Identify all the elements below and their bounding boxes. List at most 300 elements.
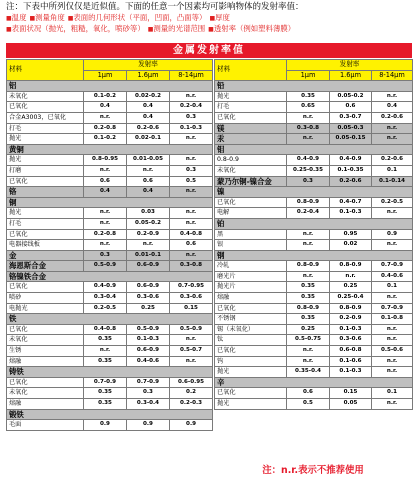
table-row <box>215 165 413 176</box>
emissivity-value: 0.8-0.9 <box>330 261 372 272</box>
note-factor-text: 表面的几何形状（平面，凹面，凸面等） <box>73 13 207 22</box>
section-name: 铜 <box>7 197 213 208</box>
emissivity-value: 0.15 <box>330 388 372 399</box>
emissivity-value: n.r. <box>372 240 413 251</box>
emissivity-value: 0.1-0.2 <box>84 91 127 102</box>
note-factor-text: 测量角度 <box>35 13 65 22</box>
emissivity-value: 0.6-0.9 <box>127 346 170 357</box>
emissivity-header: 发射率 <box>84 60 213 71</box>
emissivity-value: n.r. <box>287 134 330 145</box>
emissivity-value: 0.1-0.6 <box>330 356 372 367</box>
section-name: 铁 <box>7 314 213 325</box>
material-name: 熔融 <box>215 293 287 304</box>
table-row <box>215 346 413 357</box>
material-name: 喷砂 <box>7 293 84 304</box>
emissivity-value: 0.02-0.1 <box>127 134 170 145</box>
emissivity-value: 0.3-0.4 <box>127 399 170 410</box>
table-row <box>7 356 213 367</box>
emissivity-value: 0.7-0.95 <box>170 282 213 293</box>
section-name: 锻铁 <box>7 409 213 420</box>
material-name: 已氧化 <box>7 377 84 388</box>
emissivity-value: 0.7-0.9 <box>372 261 413 272</box>
section-name: 钢 <box>215 250 413 261</box>
wavelength-8-14um-header: 8-14μm <box>170 70 213 81</box>
square-bullet-icon: ■ <box>209 15 216 22</box>
table-row <box>7 293 213 304</box>
section-name: 铅 <box>215 81 413 92</box>
emissivity-value: 0.65 <box>287 102 330 113</box>
emissivity-value: 0.25 <box>330 282 372 293</box>
material-header: 材料 <box>215 60 287 81</box>
section-name: 钼 <box>215 144 413 155</box>
emissivity-value: n.r. <box>372 324 413 335</box>
emissivity-value: 0.3-0.6 <box>127 293 170 304</box>
table-row <box>7 282 213 293</box>
material-name: 合金A3003，已氧化 <box>7 112 84 123</box>
emissivity-value: n.r. <box>330 271 372 282</box>
emissivity-value: 0.1 <box>372 282 413 293</box>
emissivity-value: 0.2-0.3 <box>170 399 213 410</box>
material-section-row <box>7 261 213 272</box>
emissivity-value: 0.2 <box>170 388 213 399</box>
square-bullet-icon: ■ <box>147 26 154 33</box>
table-row <box>215 303 413 314</box>
footnote: 注：n.r.表示不推荐使用 <box>262 465 364 476</box>
material-name: 电解 <box>215 208 287 219</box>
note-factor <box>6 13 26 22</box>
table-row <box>215 261 413 272</box>
emissivity-value: n.r. <box>372 356 413 367</box>
table-row <box>7 134 213 145</box>
section-name: 金 <box>7 250 84 261</box>
emissivity-value: 0.1 <box>372 165 413 176</box>
emissivity-value: 0.5-0.6 <box>372 346 413 357</box>
material-name: 已氧化 <box>215 197 287 208</box>
material-name: 抛光 <box>7 155 84 166</box>
emissivity-value: 0.5-0.9 <box>127 324 170 335</box>
material-name: 冷轧 <box>215 261 287 272</box>
material-name: 未氧化 <box>7 335 84 346</box>
emissivity-value: n.r. <box>170 218 213 229</box>
section-name: 海恩斯合金 <box>7 261 84 272</box>
emissivity-value: 0.2-0.8 <box>84 123 127 134</box>
section-name: 黄铜 <box>7 144 213 155</box>
emissivity-value: 0.03 <box>127 208 170 219</box>
emissivity-value: 0.02 <box>330 240 372 251</box>
note-factor <box>29 13 64 22</box>
table-row <box>7 112 213 123</box>
emissivity-value: 0.8-0.9 <box>330 303 372 314</box>
table-row <box>215 91 413 102</box>
material-name: 打毛 <box>215 102 287 113</box>
table-row <box>7 123 213 134</box>
emissivity-value: n.r. <box>170 335 213 346</box>
table-row <box>7 377 213 388</box>
table-row <box>215 240 413 251</box>
table-row <box>7 102 213 113</box>
section-name: 镍 <box>215 187 413 198</box>
material-name: 钛 <box>215 335 287 346</box>
note-header <box>0 0 414 40</box>
emissivity-value: 0.3 <box>170 112 213 123</box>
emissivity-value: 0.3-0.6 <box>170 293 213 304</box>
emissivity-value: 0.6-0.95 <box>170 377 213 388</box>
note-factors-line-1 <box>6 13 412 23</box>
emissivity-value: n.r. <box>170 134 213 145</box>
emissivity-value: n.r. <box>372 367 413 378</box>
material-section-row <box>7 81 213 92</box>
emissivity-value: 0.95 <box>330 229 372 240</box>
emissivity-value: n.r. <box>170 208 213 219</box>
emissivity-value: 0.4-0.9 <box>287 155 330 166</box>
emissivity-value: 0.9 <box>372 229 413 240</box>
section-name: 铬镍铁合金 <box>7 271 213 282</box>
note-factor-text: 厚度 <box>215 13 230 22</box>
table-row <box>7 155 213 166</box>
emissivity-value: 0.3-0.8 <box>287 123 330 134</box>
table-row <box>7 324 213 335</box>
table-row <box>7 303 213 314</box>
emissivity-value: 0.4-0.8 <box>84 324 127 335</box>
table-row <box>215 388 413 399</box>
emissivity-value: 0.3-0.4 <box>84 293 127 304</box>
material-name: 已氧化 <box>7 229 84 240</box>
table-banner: 金属发射率值 <box>6 43 412 58</box>
emissivity-value: n.r. <box>170 91 213 102</box>
material-name: 已氧化 <box>7 102 84 113</box>
material-section-row <box>7 250 213 261</box>
emissivity-value: 0.5-0.9 <box>84 261 127 272</box>
emissivity-value: n.r. <box>372 123 413 134</box>
emissivity-value: 0.35 <box>84 335 127 346</box>
emissivity-value: 0.4 <box>127 112 170 123</box>
emissivity-value: 0.2-0.8 <box>84 229 127 240</box>
emissivity-value: 0.1-0.2 <box>84 134 127 145</box>
material-section-row <box>215 377 413 388</box>
table-row <box>215 324 413 335</box>
material-name: 磨光片 <box>215 271 287 282</box>
note-factor-text: 透射率（例如塑料薄膜） <box>213 24 296 33</box>
emissivity-value: 0.2-0.6 <box>372 155 413 166</box>
table-row <box>215 271 413 282</box>
emissivity-value: 0.2-0.6 <box>330 176 372 187</box>
material-section-row <box>215 123 413 134</box>
material-name: 已氧化 <box>7 282 84 293</box>
table-row <box>7 91 213 102</box>
section-name: 铬 <box>7 187 84 198</box>
emissivity-value: 0.6-0.9 <box>127 261 170 272</box>
emissivity-value: 0.6 <box>287 388 330 399</box>
emissivity-value: 0.35 <box>84 388 127 399</box>
emissivity-value: 0.1-0.3 <box>170 123 213 134</box>
material-section-row <box>7 367 213 378</box>
table-row <box>7 346 213 357</box>
table-row <box>215 367 413 378</box>
table-row <box>215 102 413 113</box>
note-factor-text: 表面状况（抛光，粗糙，氧化，喷砂等） <box>11 24 145 33</box>
material-name: 抛光 <box>215 367 287 378</box>
emissivity-value: 0.3-0.8 <box>170 261 213 272</box>
emissivity-value: 0.9 <box>170 420 213 431</box>
emissivity-value: 0.2-0.6 <box>127 123 170 134</box>
square-bullet-icon: ■ <box>67 15 74 22</box>
section-name: 铝 <box>7 81 213 92</box>
table-row <box>7 165 213 176</box>
table-row <box>7 388 213 399</box>
material-name: 未氧化 <box>215 165 287 176</box>
note-factor <box>148 24 205 33</box>
emissivity-value: 0.05-0.3 <box>330 123 372 134</box>
emissivity-value: 0.6 <box>170 240 213 251</box>
emissivity-value: 0.15 <box>170 303 213 314</box>
material-section-row <box>7 187 213 198</box>
table-row <box>215 229 413 240</box>
emissivity-value: n.r. <box>84 208 127 219</box>
section-name: 蒙乃尔铜-镍合金 <box>215 176 287 187</box>
table-row <box>7 229 213 240</box>
material-name: 锡（未氧化） <box>215 324 287 335</box>
table-row <box>215 282 413 293</box>
emissivity-value: n.r. <box>170 356 213 367</box>
material-name: 未氧化 <box>7 388 84 399</box>
table-row <box>215 155 413 166</box>
table-row <box>215 197 413 208</box>
emissivity-value: 0.6-0.8 <box>330 346 372 357</box>
emissivity-value: 0.6 <box>84 176 127 187</box>
emissivity-value: 0.1-0.3 <box>127 335 170 346</box>
emissivity-value: 0.9 <box>84 420 127 431</box>
material-name: 抛光 <box>7 208 84 219</box>
emissivity-value: 0.5-0.75 <box>287 335 330 346</box>
emissivity-value: 0.4-0.9 <box>330 155 372 166</box>
material-name: 抛光片 <box>215 282 287 293</box>
material-section-row <box>215 187 413 198</box>
emissivity-value: 0.25 <box>127 303 170 314</box>
emissivity-header: 发射率 <box>287 60 413 71</box>
material-name: 银 <box>215 240 287 251</box>
emissivity-value: 0.05-0.2 <box>330 91 372 102</box>
emissivity-value: n.r. <box>170 155 213 166</box>
emissivity-value: 0.35 <box>287 293 330 304</box>
emissivity-value: n.r. <box>287 356 330 367</box>
note-title: 注：下表中所列仅仅是近似值。下面的任意一个因素均可影响物体的发射率值： <box>6 2 304 12</box>
emissivity-value: 0.35 <box>84 399 127 410</box>
emissivity-value: 0.5 <box>287 399 330 410</box>
table-row <box>7 240 213 251</box>
emissivity-value: 0.8-0.95 <box>84 155 127 166</box>
section-name: 镁 <box>215 123 287 134</box>
material-name: 已氧化 <box>215 346 287 357</box>
material-section-row <box>215 250 413 261</box>
square-bullet-icon: ■ <box>29 15 36 22</box>
emissivity-value: n.r. <box>287 271 330 282</box>
table-row <box>215 314 413 325</box>
emissivity-value: 0.1-0.8 <box>372 314 413 325</box>
table-row <box>7 176 213 187</box>
material-name: 已氧化 <box>7 324 84 335</box>
emissivity-value: 0.35 <box>84 356 127 367</box>
section-name: 辛 <box>215 377 413 388</box>
emissivity-value: 0.4 <box>84 187 127 198</box>
material-name: 生锈 <box>7 346 84 357</box>
emissivity-value: 0.35 <box>287 282 330 293</box>
emissivity-value: 0.25-0.4 <box>330 293 372 304</box>
emissivity-value: n.r. <box>287 346 330 357</box>
material-name: 抛光 <box>7 134 84 145</box>
emissivity-value: 0.2-0.9 <box>127 229 170 240</box>
note-factor <box>209 13 229 22</box>
emissivity-value: 0.3 <box>287 176 330 187</box>
emissivity-value: 0.1-0.3 <box>330 324 372 335</box>
material-name: 0.8-0.9 <box>215 155 287 166</box>
material-name: 电器接线板 <box>7 240 84 251</box>
table-row <box>215 293 413 304</box>
emissivity-value: 0.01-0.1 <box>127 250 170 261</box>
emissivity-value: 0.6-0.9 <box>127 282 170 293</box>
emissivity-value: 0.3 <box>84 250 127 261</box>
material-name: 黑 <box>215 229 287 240</box>
emissivity-value: 0.4-0.6 <box>372 271 413 282</box>
emissivity-value: 0.4-0.6 <box>127 356 170 367</box>
emissivity-value: n.r. <box>287 240 330 251</box>
emissivity-value: 0.4 <box>127 187 170 198</box>
material-name: 打磨 <box>7 165 84 176</box>
material-section-row <box>215 218 413 229</box>
emissivity-value: 0.3-0.7 <box>330 112 372 123</box>
left-emissivity-table <box>6 59 213 431</box>
emissivity-value: 0.05 <box>330 399 372 410</box>
emissivity-value: 0.2-0.4 <box>170 102 213 113</box>
material-section-row <box>215 81 413 92</box>
table-row <box>7 399 213 410</box>
material-name: 已氧化 <box>7 176 84 187</box>
table-header-row <box>7 60 213 71</box>
emissivity-value: n.r. <box>170 187 213 198</box>
right-emissivity-table <box>214 59 413 410</box>
emissivity-value: n.r. <box>372 208 413 219</box>
emissivity-value: n.r. <box>372 91 413 102</box>
material-name: 打毛 <box>7 218 84 229</box>
emissivity-value: 0.1-0.3 <box>330 367 372 378</box>
wavelength-1um-header: 1μm <box>287 70 330 81</box>
emissivity-value: 0.4-0.7 <box>330 197 372 208</box>
wavelength-1.6um-header: 1.6μm <box>330 70 372 81</box>
emissivity-value: 0.4-0.8 <box>170 229 213 240</box>
emissivity-value: 0.3 <box>127 388 170 399</box>
emissivity-value: 0.2-0.6 <box>372 112 413 123</box>
emissivity-value: 0.25 <box>287 324 330 335</box>
material-name: 未氧化 <box>7 91 84 102</box>
material-name: 毛面 <box>7 420 84 431</box>
emissivity-value: n.r. <box>84 346 127 357</box>
note-factor <box>6 24 145 33</box>
emissivity-value: 0.05-0.2 <box>127 218 170 229</box>
emissivity-value: 0.4 <box>372 102 413 113</box>
square-bullet-icon: ■ <box>6 15 12 22</box>
emissivity-value: n.r. <box>372 293 413 304</box>
emissivity-value: 0.6 <box>330 102 372 113</box>
emissivity-value: 0.3-0.6 <box>330 335 372 346</box>
material-section-row <box>7 409 213 420</box>
emissivity-value: n.r. <box>84 165 127 176</box>
wavelength-1.6um-header: 1.6μm <box>127 70 170 81</box>
emissivity-value: 0.5-0.7 <box>170 346 213 357</box>
emissivity-value: 0.7-0.9 <box>372 303 413 314</box>
note-factor-text: 测量的光谱范围 <box>153 24 206 33</box>
emissivity-value: 0.8-0.9 <box>287 303 330 314</box>
table-row <box>215 208 413 219</box>
emissivity-value: 0.35-0.4 <box>287 367 330 378</box>
emissivity-value: n.r. <box>287 229 330 240</box>
material-name: 抛光 <box>215 399 287 410</box>
note-factor <box>208 24 295 33</box>
emissivity-value: 0.05-0.15 <box>330 134 372 145</box>
material-section-row <box>7 271 213 282</box>
emissivity-value: 0.1-0.14 <box>372 176 413 187</box>
note-factors-line-2 <box>6 24 412 34</box>
emissivity-value: 0.25-0.35 <box>287 165 330 176</box>
emissivity-value: 0.7-0.9 <box>84 377 127 388</box>
material-name: 熔融 <box>7 399 84 410</box>
emissivity-value: 0.5-0.9 <box>170 324 213 335</box>
note-factor <box>68 13 207 22</box>
material-section-row <box>7 144 213 155</box>
emissivity-value: 0.5 <box>170 176 213 187</box>
emissivity-value: 0.7-0.9 <box>127 377 170 388</box>
emissivity-value: n.r. <box>84 112 127 123</box>
table-row <box>7 208 213 219</box>
note-factor-text: 温度 <box>11 13 27 22</box>
table-row <box>215 112 413 123</box>
emissivity-value: 0.1-0.35 <box>330 165 372 176</box>
section-name: 铸铁 <box>7 367 213 378</box>
table-row <box>7 335 213 346</box>
material-section-row <box>7 314 213 325</box>
emissivity-value: n.r. <box>372 335 413 346</box>
material-name: 已氧化 <box>215 303 287 314</box>
material-name: 钨 <box>215 356 287 367</box>
material-name: 电抛光 <box>7 303 84 314</box>
material-name: 已氧化 <box>215 112 287 123</box>
emissivity-value: 0.1-0.3 <box>330 208 372 219</box>
material-name: 打毛 <box>7 123 84 134</box>
emissivity-value: 0.9 <box>127 420 170 431</box>
material-name: 抛光 <box>215 91 287 102</box>
emissivity-value: 0.4 <box>127 102 170 113</box>
table-row <box>7 420 213 431</box>
table-row <box>215 399 413 410</box>
emissivity-value: 0.35 <box>287 91 330 102</box>
table-row <box>215 356 413 367</box>
material-section-row <box>215 176 413 187</box>
emissivity-value: 0.01-0.05 <box>127 155 170 166</box>
section-name: 汞 <box>215 134 287 145</box>
material-section-row <box>215 144 413 155</box>
emissivity-value: 0.2-0.5 <box>372 197 413 208</box>
emissivity-value: 0.35 <box>287 314 330 325</box>
emissivity-value: 0.3 <box>170 165 213 176</box>
section-name: 铂 <box>215 218 413 229</box>
emissivity-value: n.r. <box>84 218 127 229</box>
emissivity-value: n.r. <box>372 134 413 145</box>
wavelength-8-14um-header: 8-14μm <box>372 70 413 81</box>
material-name: 已氧化 <box>215 388 287 399</box>
table-row <box>7 218 213 229</box>
emissivity-value: n.r. <box>127 165 170 176</box>
emissivity-value: 0.6 <box>127 176 170 187</box>
material-header: 材料 <box>7 60 84 81</box>
material-section-row <box>7 197 213 208</box>
